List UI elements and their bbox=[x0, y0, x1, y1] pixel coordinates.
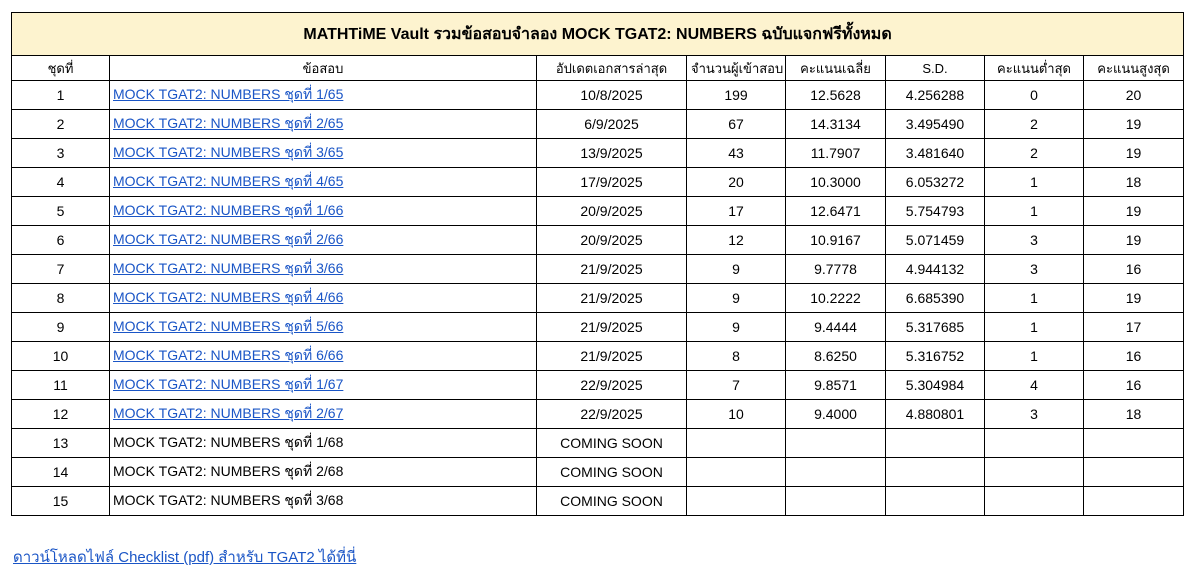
exam-link[interactable]: MOCK TGAT2: NUMBERS ชุดที่ 4/66 bbox=[113, 289, 344, 305]
cell-updated: 20/9/2025 bbox=[537, 197, 687, 226]
cell-updated: 22/9/2025 bbox=[537, 400, 687, 429]
page-title: MATHTiME Vault รวมข้อสอบจำลอง MOCK TGAT2: NUMBERS ฉบับแจกฟรีทั้งหมด bbox=[12, 13, 1184, 56]
cell-max: 19 bbox=[1084, 197, 1184, 226]
cell-sd: 5.071459 bbox=[886, 226, 985, 255]
cell-exam bbox=[110, 371, 537, 400]
cell-mean: 9.8571 bbox=[786, 371, 886, 400]
exam-link[interactable]: MOCK TGAT2: NUMBERS ชุดที่ 1/67 bbox=[113, 376, 344, 392]
exam-link[interactable]: MOCK TGAT2: NUMBERS ชุดที่ 2/66 bbox=[113, 231, 344, 247]
cell-takers bbox=[687, 487, 786, 516]
cell-max bbox=[1084, 429, 1184, 458]
cell-min bbox=[985, 487, 1084, 516]
cell-set-number: 10 bbox=[12, 342, 110, 371]
cell-updated: 10/8/2025 bbox=[537, 81, 687, 110]
table-row bbox=[12, 255, 1184, 284]
cell-updated: 21/9/2025 bbox=[537, 284, 687, 313]
cell-sd bbox=[886, 429, 985, 458]
table-row bbox=[12, 226, 1184, 255]
cell-updated: 6/9/2025 bbox=[537, 110, 687, 139]
cell-sd: 3.495490 bbox=[886, 110, 985, 139]
column-header-min: คะแนนต่ำสุด bbox=[985, 56, 1084, 81]
table-body bbox=[12, 81, 1184, 516]
cell-exam bbox=[110, 139, 537, 168]
cell-min: 1 bbox=[985, 284, 1084, 313]
exam-label: MOCK TGAT2: NUMBERS ชุดที่ 2/68 bbox=[113, 463, 344, 479]
cell-mean: 9.7778 bbox=[786, 255, 886, 284]
cell-mean: 8.6250 bbox=[786, 342, 886, 371]
table-row bbox=[12, 81, 1184, 110]
cell-min: 2 bbox=[985, 110, 1084, 139]
column-header-sd: S.D. bbox=[886, 56, 985, 81]
cell-exam bbox=[110, 487, 537, 516]
cell-takers: 9 bbox=[687, 313, 786, 342]
column-header-mean: คะแนนเฉลี่ย bbox=[786, 56, 886, 81]
cell-max: 18 bbox=[1084, 400, 1184, 429]
cell-max: 18 bbox=[1084, 168, 1184, 197]
cell-exam bbox=[110, 255, 537, 284]
sheet-container bbox=[11, 12, 1183, 516]
table-row bbox=[12, 168, 1184, 197]
cell-takers bbox=[687, 458, 786, 487]
cell-max: 16 bbox=[1084, 255, 1184, 284]
cell-min: 3 bbox=[985, 400, 1084, 429]
header-row bbox=[12, 56, 1184, 81]
cell-max: 16 bbox=[1084, 342, 1184, 371]
cell-updated: 21/9/2025 bbox=[537, 313, 687, 342]
table-row bbox=[12, 458, 1184, 487]
cell-exam bbox=[110, 197, 537, 226]
cell-mean: 14.3134 bbox=[786, 110, 886, 139]
cell-min: 1 bbox=[985, 168, 1084, 197]
cell-sd: 4.944132 bbox=[886, 255, 985, 284]
cell-updated: 21/9/2025 bbox=[537, 255, 687, 284]
cell-takers: 43 bbox=[687, 139, 786, 168]
cell-min bbox=[985, 429, 1084, 458]
exam-link[interactable]: MOCK TGAT2: NUMBERS ชุดที่ 6/66 bbox=[113, 347, 344, 363]
cell-sd: 5.754793 bbox=[886, 197, 985, 226]
cell-sd: 5.316752 bbox=[886, 342, 985, 371]
cell-max: 19 bbox=[1084, 226, 1184, 255]
cell-exam bbox=[110, 110, 537, 139]
cell-max bbox=[1084, 458, 1184, 487]
cell-exam bbox=[110, 226, 537, 255]
cell-sd bbox=[886, 487, 985, 516]
cell-updated: 21/9/2025 bbox=[537, 342, 687, 371]
cell-set-number: 1 bbox=[12, 81, 110, 110]
cell-mean: 10.2222 bbox=[786, 284, 886, 313]
exam-link[interactable]: MOCK TGAT2: NUMBERS ชุดที่ 1/66 bbox=[113, 202, 344, 218]
cell-mean: 10.3000 bbox=[786, 168, 886, 197]
cell-max bbox=[1084, 487, 1184, 516]
exam-label: MOCK TGAT2: NUMBERS ชุดที่ 1/68 bbox=[113, 434, 344, 450]
column-header-max: คะแนนสูงสุด bbox=[1084, 56, 1184, 81]
cell-takers: 9 bbox=[687, 255, 786, 284]
table-row bbox=[12, 371, 1184, 400]
cell-updated: 13/9/2025 bbox=[537, 139, 687, 168]
column-header-updated: อัปเดตเอกสารล่าสุด bbox=[537, 56, 687, 81]
cell-set-number: 6 bbox=[12, 226, 110, 255]
column-header-takers: จำนวนผู้เข้าสอบ bbox=[687, 56, 786, 81]
cell-updated: 17/9/2025 bbox=[537, 168, 687, 197]
cell-exam bbox=[110, 342, 537, 371]
cell-max: 19 bbox=[1084, 284, 1184, 313]
table-row bbox=[12, 487, 1184, 516]
cell-set-number: 2 bbox=[12, 110, 110, 139]
cell-exam bbox=[110, 429, 537, 458]
cell-min: 1 bbox=[985, 342, 1084, 371]
exam-link[interactable]: MOCK TGAT2: NUMBERS ชุดที่ 1/65 bbox=[113, 86, 344, 102]
cell-exam bbox=[110, 313, 537, 342]
cell-mean bbox=[786, 487, 886, 516]
cell-sd: 5.317685 bbox=[886, 313, 985, 342]
cell-sd: 4.880801 bbox=[886, 400, 985, 429]
cell-set-number: 5 bbox=[12, 197, 110, 226]
cell-set-number: 12 bbox=[12, 400, 110, 429]
exam-link[interactable]: MOCK TGAT2: NUMBERS ชุดที่ 3/65 bbox=[113, 144, 344, 160]
cell-mean: 10.9167 bbox=[786, 226, 886, 255]
cell-set-number: 13 bbox=[12, 429, 110, 458]
cell-set-number: 3 bbox=[12, 139, 110, 168]
table-row bbox=[12, 342, 1184, 371]
cell-min bbox=[985, 458, 1084, 487]
cell-sd: 6.053272 bbox=[886, 168, 985, 197]
cell-mean: 9.4444 bbox=[786, 313, 886, 342]
exam-link[interactable]: MOCK TGAT2: NUMBERS ชุดที่ 4/65 bbox=[113, 173, 344, 189]
cell-sd: 3.481640 bbox=[886, 139, 985, 168]
exam-link[interactable]: MOCK TGAT2: NUMBERS ชุดที่ 2/65 bbox=[113, 115, 344, 131]
exam-link[interactable]: MOCK TGAT2: NUMBERS ชุดที่ 3/66 bbox=[113, 260, 344, 276]
cell-mean: 12.6471 bbox=[786, 197, 886, 226]
cell-min: 4 bbox=[985, 371, 1084, 400]
title-row bbox=[12, 13, 1184, 56]
cell-mean: 12.5628 bbox=[786, 81, 886, 110]
cell-set-number: 8 bbox=[12, 284, 110, 313]
cell-exam bbox=[110, 81, 537, 110]
cell-max: 16 bbox=[1084, 371, 1184, 400]
cell-min: 3 bbox=[985, 255, 1084, 284]
table-row bbox=[12, 284, 1184, 313]
cell-min: 1 bbox=[985, 197, 1084, 226]
exam-link[interactable]: MOCK TGAT2: NUMBERS ชุดที่ 5/66 bbox=[113, 318, 344, 334]
cell-updated: 22/9/2025 bbox=[537, 371, 687, 400]
cell-exam bbox=[110, 284, 537, 313]
cell-updated: COMING SOON bbox=[537, 429, 687, 458]
table-row bbox=[12, 110, 1184, 139]
cell-exam bbox=[110, 168, 537, 197]
cell-takers: 67 bbox=[687, 110, 786, 139]
table-row bbox=[12, 139, 1184, 168]
cell-set-number: 15 bbox=[12, 487, 110, 516]
cell-takers: 8 bbox=[687, 342, 786, 371]
cell-sd bbox=[886, 458, 985, 487]
cell-takers: 199 bbox=[687, 81, 786, 110]
cell-max: 19 bbox=[1084, 139, 1184, 168]
exam-link[interactable]: MOCK TGAT2: NUMBERS ชุดที่ 2/67 bbox=[113, 405, 344, 421]
cell-updated: COMING SOON bbox=[537, 487, 687, 516]
cell-set-number: 14 bbox=[12, 458, 110, 487]
cell-set-number: 4 bbox=[12, 168, 110, 197]
cell-takers bbox=[687, 429, 786, 458]
exam-label: MOCK TGAT2: NUMBERS ชุดที่ 3/68 bbox=[113, 492, 344, 508]
cell-mean: 11.7907 bbox=[786, 139, 886, 168]
cell-takers: 7 bbox=[687, 371, 786, 400]
cell-max: 20 bbox=[1084, 81, 1184, 110]
cell-min: 2 bbox=[985, 139, 1084, 168]
cell-updated: COMING SOON bbox=[537, 458, 687, 487]
cell-min: 3 bbox=[985, 226, 1084, 255]
cell-max: 19 bbox=[1084, 110, 1184, 139]
cell-max: 17 bbox=[1084, 313, 1184, 342]
cell-takers: 17 bbox=[687, 197, 786, 226]
cell-takers: 20 bbox=[687, 168, 786, 197]
cell-min: 1 bbox=[985, 313, 1084, 342]
table-row bbox=[12, 429, 1184, 458]
cell-sd: 4.256288 bbox=[886, 81, 985, 110]
cell-takers: 10 bbox=[687, 400, 786, 429]
cell-mean bbox=[786, 429, 886, 458]
cell-mean bbox=[786, 458, 886, 487]
table-row bbox=[12, 197, 1184, 226]
cell-updated: 20/9/2025 bbox=[537, 226, 687, 255]
cell-sd: 5.304984 bbox=[886, 371, 985, 400]
cell-set-number: 7 bbox=[12, 255, 110, 284]
cell-exam bbox=[110, 458, 537, 487]
exam-table bbox=[11, 12, 1184, 516]
cell-exam bbox=[110, 400, 537, 429]
cell-mean: 9.4000 bbox=[786, 400, 886, 429]
table-row bbox=[12, 400, 1184, 429]
cell-sd: 6.685390 bbox=[886, 284, 985, 313]
cell-takers: 9 bbox=[687, 284, 786, 313]
cell-set-number: 9 bbox=[12, 313, 110, 342]
table-row bbox=[12, 313, 1184, 342]
cell-min: 0 bbox=[985, 81, 1084, 110]
cell-takers: 12 bbox=[687, 226, 786, 255]
column-header-set-number: ชุดที่ bbox=[12, 56, 110, 81]
checklist-download-link[interactable]: ดาวน์โหลดไฟล์ Checklist (pdf) สำหรับ TGAT2 ได้ที่นี่ bbox=[13, 549, 357, 566]
cell-set-number: 11 bbox=[12, 371, 110, 400]
column-header-exam: ข้อสอบ bbox=[110, 56, 537, 81]
